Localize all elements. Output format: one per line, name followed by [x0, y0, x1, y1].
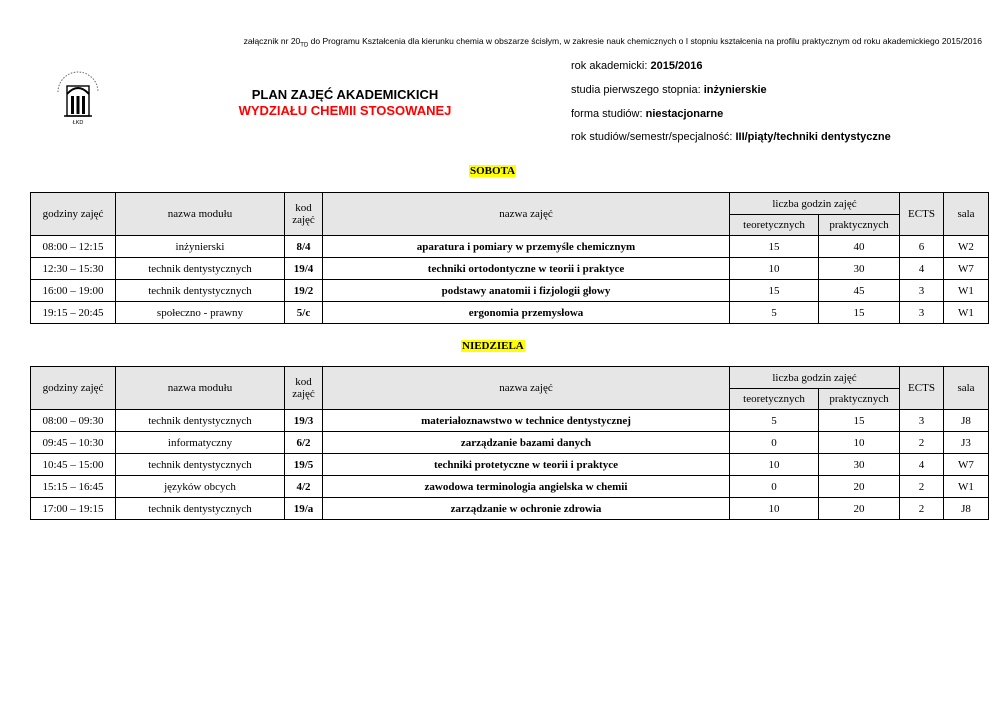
table-row [31, 410, 989, 432]
cell-course: ergonomia przemysłowa [323, 302, 730, 324]
cell-ects: 2 [900, 498, 944, 520]
col-header-practice: praktycznych [819, 215, 900, 236]
cell-ects: 6 [900, 236, 944, 258]
cell-room: W2 [944, 236, 989, 258]
cell-time: 08:00 – 12:15 [31, 236, 116, 258]
col-header-code: kod zajęć [285, 193, 323, 236]
cell-code: 19/5 [285, 454, 323, 476]
cell-theory: 5 [730, 302, 819, 324]
info-study-form: forma studiów: niestacjonarne [571, 108, 724, 120]
table-row [31, 258, 989, 280]
cell-code: 5/c [285, 302, 323, 324]
cell-theory: 15 [730, 280, 819, 302]
info-year-semester: rok studiów/semestr/specjalność: III/piąty/techniki dentystyczne [571, 131, 891, 143]
cell-practice: 15 [819, 410, 900, 432]
cell-theory: 0 [730, 432, 819, 454]
cell-course: podstawy anatomii i fizjologii głowy [323, 280, 730, 302]
cell-time: 17:00 – 19:15 [31, 498, 116, 520]
cell-theory: 10 [730, 454, 819, 476]
cell-room: J8 [944, 410, 989, 432]
cell-code: 19/a [285, 498, 323, 520]
info-study-level: studia pierwszego stopnia: inżynierskie [571, 84, 767, 96]
cell-module: technik dentystycznych [116, 498, 285, 520]
cell-code: 19/2 [285, 280, 323, 302]
cell-module: technik dentystycznych [116, 258, 285, 280]
cell-time: 19:15 – 20:45 [31, 302, 116, 324]
cell-room: J8 [944, 498, 989, 520]
cell-practice: 30 [819, 454, 900, 476]
cell-time: 08:00 – 09:30 [31, 410, 116, 432]
cell-course: techniki ortodontyczne w teorii i praktyce [323, 258, 730, 280]
table-row [31, 454, 989, 476]
table-row [31, 236, 989, 258]
cell-theory: 10 [730, 258, 819, 280]
cell-theory: 15 [730, 236, 819, 258]
cell-practice: 15 [819, 302, 900, 324]
cell-course: zarządzanie w ochronie zdrowia [323, 498, 730, 520]
table-row [31, 476, 989, 498]
cell-time: 12:30 – 15:30 [31, 258, 116, 280]
cell-time: 15:15 – 16:45 [31, 476, 116, 498]
cell-module: technik dentystycznych [116, 280, 285, 302]
faculty-title: WYDZIAŁU CHEMII STOSOWANEJ [238, 103, 452, 118]
cell-time: 09:45 – 10:30 [31, 432, 116, 454]
table-row [31, 498, 989, 520]
cell-course: materiałoznawstwo w technice dentystycznej [323, 410, 730, 432]
cell-ects: 4 [900, 258, 944, 280]
col-header-theory: teoretycznych [730, 215, 819, 236]
cell-module: języków obcych [116, 476, 285, 498]
cell-module: inżynierski [116, 236, 285, 258]
col-header-module: nazwa modułu [116, 193, 285, 236]
cell-theory: 5 [730, 410, 819, 432]
cell-practice: 45 [819, 280, 900, 302]
info-academic-year: rok akademicki: 2015/2016 [571, 60, 703, 72]
cell-room: W1 [944, 280, 989, 302]
cell-room: J3 [944, 432, 989, 454]
day-heading-sunday: NIEDZIELA [462, 340, 524, 352]
cell-ects: 2 [900, 476, 944, 498]
university-logo [52, 68, 104, 126]
col-header-room: sala [944, 367, 989, 410]
cell-ects: 3 [900, 302, 944, 324]
col-header-course: nazwa zajęć [323, 367, 730, 410]
day-heading-saturday: SOBOTA [470, 165, 516, 177]
cell-module: technik dentystycznych [116, 410, 285, 432]
schedule-table-saturday [30, 192, 989, 324]
schedule-table-sunday [30, 366, 989, 520]
cell-theory: 10 [730, 498, 819, 520]
cell-module: społeczno - prawny [116, 302, 285, 324]
col-header-hours: godziny zajęć [31, 193, 116, 236]
col-header-hours: godziny zajęć [31, 367, 116, 410]
cell-practice: 20 [819, 476, 900, 498]
cell-ects: 3 [900, 410, 944, 432]
col-header-module: nazwa modułu [116, 367, 285, 410]
col-header-hours-count: liczba godzin zajęć [730, 367, 900, 389]
cell-course: zawodowa terminologia angielska w chemii [323, 476, 730, 498]
cell-code: 6/2 [285, 432, 323, 454]
table-row [31, 302, 989, 324]
col-header-room: sala [944, 193, 989, 236]
cell-course: zarządzanie bazami danych [323, 432, 730, 454]
cell-ects: 3 [900, 280, 944, 302]
cell-code: 4/2 [285, 476, 323, 498]
cell-course: techniki protetyczne w teorii i praktyce [323, 454, 730, 476]
cell-practice: 30 [819, 258, 900, 280]
cell-time: 16:00 – 19:00 [31, 280, 116, 302]
cell-room: W7 [944, 258, 989, 280]
document-annex-note: załącznik nr $20_{TD}$ do Programu Kształcenia dla kierunku chemia w obszarze ścisłym, w zakresie nauk chemicznych o I stopniu kształcenia na profilu praktycznym od roku akademickiego 2015/2016 [243, 36, 982, 49]
cell-course: aparatura i pomiary w przemyśle chemicznym [323, 236, 730, 258]
col-header-code: kod zajęć [285, 367, 323, 410]
col-header-ects: ECTS [900, 193, 944, 236]
cell-practice: 20 [819, 498, 900, 520]
cell-room: W1 [944, 302, 989, 324]
cell-room: W1 [944, 476, 989, 498]
col-header-practice: praktycznych [819, 389, 900, 410]
cell-time: 10:45 – 15:00 [31, 454, 116, 476]
cell-code: 8/4 [285, 236, 323, 258]
cell-room: W7 [944, 454, 989, 476]
page-title: PLAN ZAJĘĆ AKADEMICKICH [251, 87, 439, 102]
cell-practice: 10 [819, 432, 900, 454]
cell-module: technik dentystycznych [116, 454, 285, 476]
cell-code: 19/4 [285, 258, 323, 280]
col-header-course: nazwa zajęć [323, 193, 730, 236]
col-header-hours-count: liczba godzin zajęć [730, 193, 900, 215]
cell-ects: 2 [900, 432, 944, 454]
cell-module: informatyczny [116, 432, 285, 454]
cell-practice: 40 [819, 236, 900, 258]
col-header-ects: ECTS [900, 367, 944, 410]
cell-theory: 0 [730, 476, 819, 498]
col-header-theory: teoretycznych [730, 389, 819, 410]
cell-code: 19/3 [285, 410, 323, 432]
table-row [31, 432, 989, 454]
cell-ects: 4 [900, 454, 944, 476]
table-row [31, 280, 989, 302]
svg-text:ŁKD: ŁKD [72, 120, 84, 126]
